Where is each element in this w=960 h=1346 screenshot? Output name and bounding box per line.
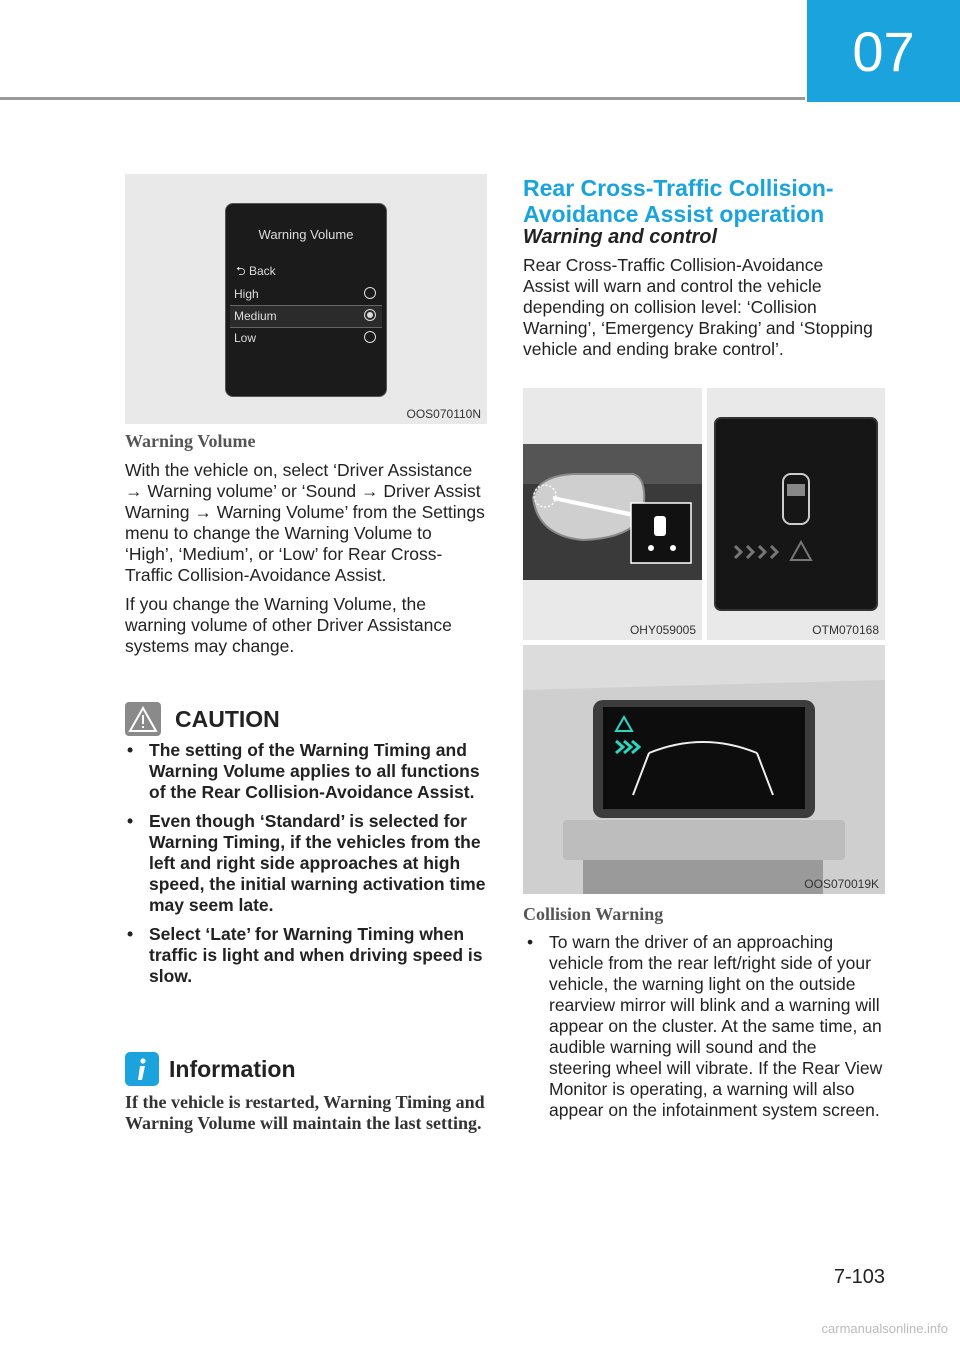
info-title: Information (169, 1055, 296, 1082)
image-code: OTM070168 (812, 623, 879, 637)
intro-text: Rear Cross-Traffic Collision-Avoidance Assist will warn and control the vehicle depending on collision level: ‘Collision Warning’, ‘Emergency Braking’ and ‘Stopping vehicle and ending brake control’. (523, 255, 873, 359)
cluster-figure (707, 388, 885, 640)
cluster-warning-illustration (707, 388, 885, 640)
side-mirror-illustration (523, 388, 702, 640)
collision-warning-list (523, 932, 883, 1121)
option-label: Low (234, 331, 257, 345)
section-title: Rear Cross-Traffic Collision-Avoidance Assist operation (523, 175, 834, 227)
watermark: carmanualsonline.info (821, 1321, 948, 1336)
back-arrow-icon: ⮌ (236, 264, 246, 278)
warning-volume-figure (125, 174, 487, 424)
warning-volume-body (125, 460, 485, 665)
back-row (236, 262, 276, 283)
paragraph: If you change the Warning Volume, the warning volume of other Driver Assistance systems may change. (125, 594, 452, 656)
image-code: OOS070110N (406, 407, 481, 421)
info-header (125, 1052, 296, 1086)
paragraph: With the vehicle on, select ‘Driver Assistance → Warning volume’ or ‘Sound → Driver Assist Warning → Warning Volume’ from the Settings menu to change the Warning Volume to ‘High’, ‘Medium’, or ‘Low’ for Rear Cross-Traffic Collision-Avoidance Assist. (125, 460, 485, 585)
option-label: High (234, 287, 259, 301)
chapter-tab: 07 (807, 0, 960, 102)
image-code: OHY059005 (629, 623, 696, 637)
image-code: OOS070019K (804, 877, 879, 891)
radio-empty-icon (364, 287, 376, 299)
header-rule (0, 97, 805, 100)
radio-selected-icon (364, 309, 376, 321)
caution-list (125, 740, 490, 995)
mirror-figure (523, 388, 702, 640)
option-label: Medium (234, 309, 277, 323)
warning-triangle-icon (125, 702, 161, 736)
radio-empty-icon (364, 331, 376, 343)
caution-title: CAUTION (175, 705, 280, 732)
collision-warning-heading: Collision Warning (523, 904, 664, 924)
cluster-screen (225, 203, 387, 397)
back-label: Back (248, 264, 276, 278)
option-low (230, 328, 382, 349)
caution-item: • Even though ‘Standard’ is selected for Warning Timing, if the vehicles from the left and right side approaches at high speed, the initial warning activation time may seem late. (125, 811, 490, 916)
info-icon (125, 1052, 159, 1086)
infotainment-figure (523, 645, 885, 894)
caution-header (125, 702, 280, 736)
caution-item: • The setting of the Warning Timing and Warning Volume applies to all functions of the Rear Collision-Avoidance Assist. (125, 740, 490, 803)
infotainment-illustration (523, 645, 885, 894)
screen-title: Warning Volume (258, 227, 354, 242)
caution-item: • Select ‘Late’ for Warning Timing when traffic is light and when driving speed is slow. (125, 924, 490, 987)
page-number: 7-103 (833, 1266, 885, 1288)
collision-warning-item: • To warn the driver of an approaching vehicle from the rear left/right side of your vehicle, the warning light on the outside rearview mirror will blink and a warning will appear on the cluster. At the same time, an audible warning will sound and the steering wheel will vibrate. If the Rear View Monitor is operating, a warning will also appear on the infotainment system screen. (523, 932, 883, 1121)
option-high (230, 284, 382, 306)
info-text: If the vehicle is restarted, Warning Timing and Warning Volume will maintain the last setting. (125, 1092, 485, 1133)
subtitle: Warning and control (523, 226, 718, 248)
warning-volume-heading: Warning Volume (125, 431, 256, 451)
option-medium (230, 306, 382, 328)
